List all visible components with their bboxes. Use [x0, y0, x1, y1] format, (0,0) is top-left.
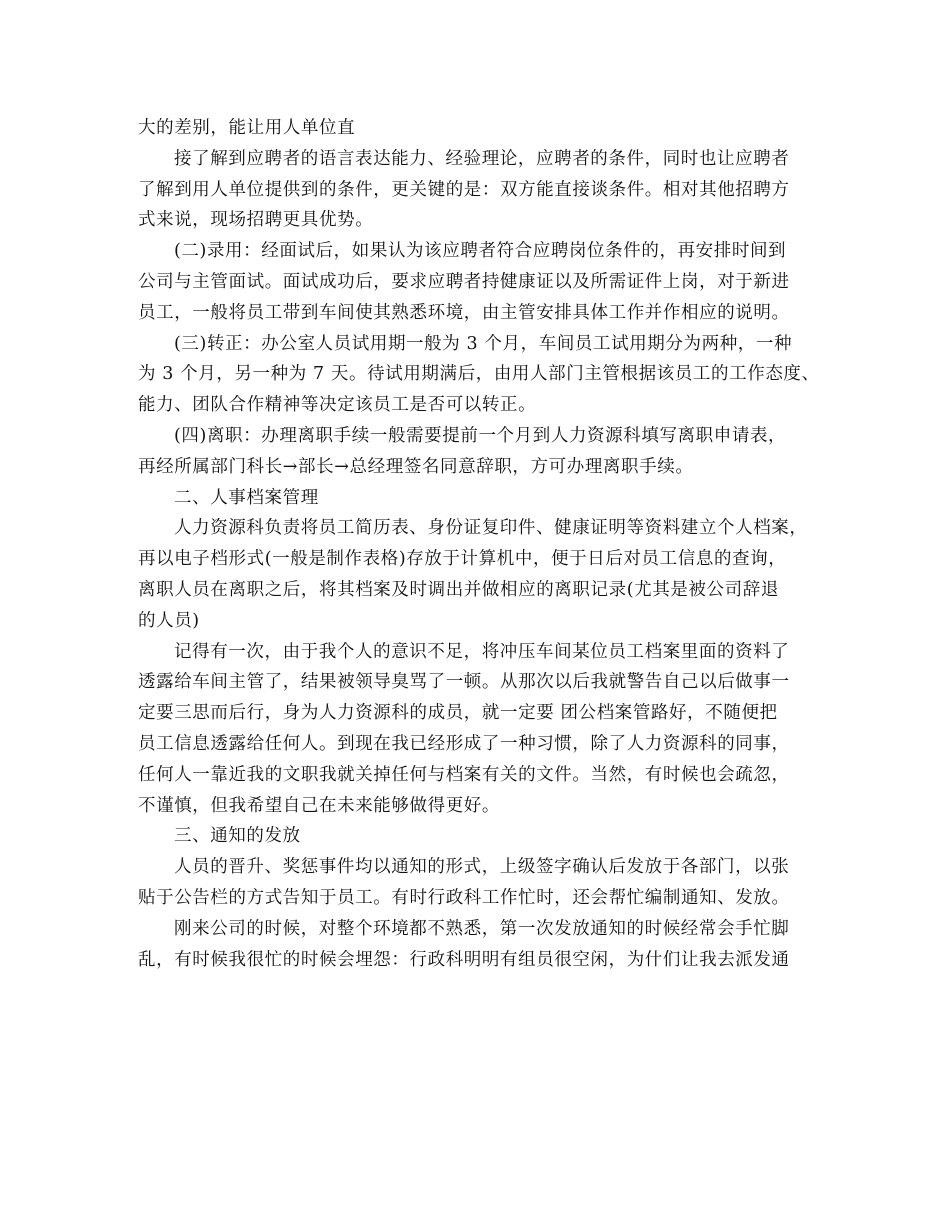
text-line: 式来说，现场招聘更具优势。	[138, 210, 374, 231]
text-line: 为 3 个月，另一种为 7 天。待试用期满后，由用人部门主管根据该员工的工作态度、	[138, 364, 820, 385]
text-line: 能力、团队合作精神等决定该员工是否可以转正。	[138, 395, 537, 416]
text-line: 了解到用人单位提供到的条件，更关键的是：双方能直接谈条件。相对其他招聘方	[138, 179, 790, 200]
text-line: 透露给车间主管了，结果被领导臭骂了一顿。从那次以后我就警告自己以后做事一	[138, 672, 790, 693]
text-line: 任何人一靠近我的文职我就关掉任何与档案有关的文件。当然，有时候也会疏忽，	[138, 764, 790, 785]
paragraph-start-line: 人员的晋升、奖惩事件均以通知的形式，上级签字确认后发放于各部门，以张	[174, 857, 790, 878]
text-line: 再以电子档形式(一般是制作表格)存放于计算机中，便于日后对员工信息的查询，	[138, 549, 787, 570]
text-line: 员工，一般将员工带到车间使其熟悉环境，由主管安排具体工作并作相应的说明。	[138, 302, 790, 323]
text-line: 的人员)	[138, 610, 200, 631]
paragraph-start-line: 记得有一次，由于我个人的意识不足，将冲压车间某位员工档案里面的资料了	[174, 641, 790, 662]
text-line: 乱，有时候我很忙的时候会埋怨：行政科明明有组员很空闲，为什们让我去派发通	[138, 949, 790, 970]
paragraph-start-line: 刚来公司的时候，对整个环境都不熟悉，第一次发放通知的时候经常会手忙脚	[174, 918, 790, 939]
text-line: 再经所属部门科长→部长→总经理签名同意辞职，方可办理离职手续。	[138, 456, 694, 477]
section-heading: 二、人事档案管理	[174, 487, 319, 508]
document-body	[138, 113, 838, 975]
text-line: 不谨慎，但我希望自己在未来能够做得更好。	[138, 795, 500, 816]
text-line: 员工信息透露给任何人。到现在我已经形成了一种习惯，除了人力资源科的同事，	[138, 733, 790, 754]
text-line: 离职人员在离职之后，将其档案及时调出并做相应的离职记录(尤其是被公司辞退	[138, 579, 779, 600]
paragraph-start-line: (四)离职：办理离职手续一般需要提前一个月到人力资源科填写离职申请表，	[174, 425, 787, 446]
paragraph-start-line: (二)录用：经面试后，如果认为该应聘者符合应聘岗位条件的，再安排时间到	[174, 241, 787, 262]
paragraph-start-line: 接了解到应聘者的语言表达能力、经验理论，应聘者的条件，同时也让应聘者	[174, 148, 790, 169]
paragraph-start-line: 人力资源科负责将员工简历表、身份证复印件、健康证明等资料建立个人档案，	[174, 518, 808, 539]
text-line: 定要三思而后行，身为人力资源科的成员，就一定要 团公档案管路好，不随便把	[138, 703, 778, 724]
section-heading: 三、通知的发放	[174, 826, 301, 847]
paragraph-start-line: (三)转正：办公室人员试用期一般为 3 个月，车间员工试用期分为两种，一种	[174, 333, 793, 354]
text-line: 大的差别，能让用人单位直	[138, 118, 356, 138]
text-line: 贴于公告栏的方式告知于员工。有时行政科工作忙时，还会帮忙编制通知、发放。	[138, 887, 790, 908]
text-line: 公司与主管面试。面试成功后，要求应聘者持健康证以及所需证件上岗，对于新进	[138, 271, 790, 292]
